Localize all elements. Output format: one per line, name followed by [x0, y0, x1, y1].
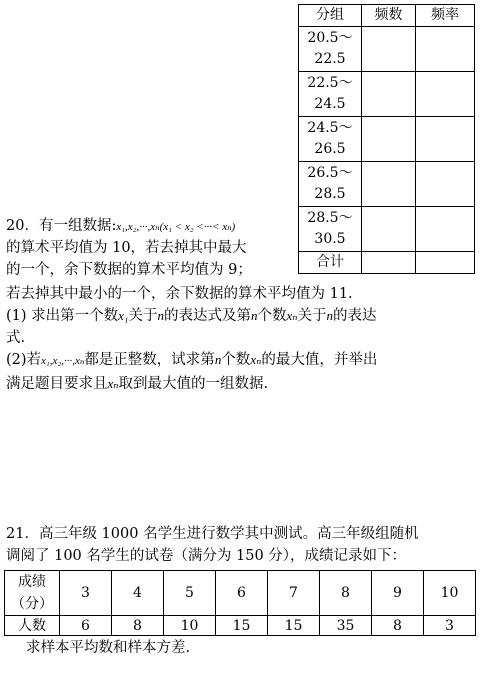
header-frequency-count: 频数: [362, 5, 416, 27]
q20-part-1-text-b: 关于: [128, 308, 158, 324]
count-value: 8: [372, 616, 424, 636]
score-table: [4, 570, 476, 636]
frequency-table: [298, 4, 475, 274]
q20-line-1: [6, 216, 235, 237]
total-label: 合计: [299, 252, 362, 274]
score-value: 9: [372, 571, 424, 616]
group-cell: [299, 162, 362, 207]
group-range-start: 20.5～: [307, 30, 353, 46]
q20-line-8-text-a: 满足题目要求且: [6, 376, 108, 392]
total-rate-cell: [416, 252, 475, 274]
total-count-cell: [362, 252, 416, 274]
q21-question: 求样本平均数和样本方差.: [26, 640, 191, 656]
count-cell: [362, 27, 416, 72]
group-cell: [299, 27, 362, 72]
q20-line-6: 式.: [6, 330, 26, 346]
group-range-start: 26.5～: [307, 165, 353, 181]
table-row: [299, 162, 475, 207]
rate-cell: [416, 27, 475, 72]
score-value: 7: [268, 571, 320, 616]
score-label-bottom: （分）: [11, 596, 53, 612]
q20-line-8: [6, 374, 268, 394]
table-row: [299, 27, 475, 72]
count-cell: [362, 207, 416, 252]
frequency-table-header-row: [299, 5, 475, 27]
rate-cell: [416, 162, 475, 207]
q20-var-n: n: [250, 308, 258, 323]
score-label-top: 成绩: [18, 574, 46, 590]
q21-line-2: 调阅了 100 名学生的试卷（满分为 150 分），成绩记录如下：: [6, 548, 407, 564]
count-cell: [362, 162, 416, 207]
group-cell: [299, 117, 362, 162]
q20-intro: 20．有一组数据:: [6, 218, 117, 234]
score-value: 6: [216, 571, 268, 616]
q20-var-x1: x₁: [118, 308, 129, 323]
q20-data-sequence: x₁,x₂,···,xₙ(x₁ < x₂ <···< xₙ): [116, 221, 236, 233]
q20-part-2-text-d: 的最大值，并举出: [261, 352, 378, 368]
group-range-start: 24.5～: [307, 120, 353, 136]
q21-line-1: 21．高三年级 1000 名学生进行数学其中测试。高三年级组随机: [6, 526, 419, 542]
q20-part-2-text-b: 都是正整数，试求第: [84, 352, 215, 368]
q20-data-sequence-short: x₁,x₂,···,xₙ: [41, 355, 85, 367]
header-group: 分组: [299, 5, 362, 27]
q20-var-xn: xₙ: [107, 376, 119, 391]
q20-part-2: [6, 350, 377, 371]
group-range-end: 22.5: [314, 51, 346, 67]
count-value: 15: [268, 616, 320, 636]
q20-part-2-text-c: 个数: [221, 352, 251, 368]
q20-line-3: 的一个，余下数据的算术平均值为 9；: [6, 262, 252, 278]
count-row: [5, 616, 476, 636]
rate-cell: [416, 207, 475, 252]
q20-part-1-text-f: 的表达: [333, 308, 377, 324]
count-label: 人数: [5, 616, 60, 636]
count-value: 8: [112, 616, 164, 636]
count-cell: [362, 72, 416, 117]
count-value: 10: [164, 616, 216, 636]
count-cell: [362, 117, 416, 162]
count-value: 15: [216, 616, 268, 636]
group-cell: [299, 207, 362, 252]
group-range-start: 22.5～: [307, 75, 353, 91]
score-value: 5: [164, 571, 216, 616]
header-frequency-rate: 频率: [416, 5, 475, 27]
q20-part-1-text-e: 关于: [297, 308, 327, 324]
rate-cell: [416, 117, 475, 162]
table-row: [299, 72, 475, 117]
count-value: 35: [320, 616, 372, 636]
q20-line-8-text-b: 取到最大值的一组数据.: [118, 376, 269, 392]
q20-part-1: [6, 306, 377, 326]
q20-var-xn: xₙ: [250, 352, 262, 367]
q20-part-2-text-a: (2)若: [6, 352, 42, 368]
group-range-end: 26.5: [314, 141, 346, 157]
q20-var-n: n: [214, 352, 222, 367]
score-value: 4: [112, 571, 164, 616]
q20-var-n: n: [157, 308, 164, 323]
score-value: 3: [60, 571, 112, 616]
table-row-total: [299, 252, 475, 274]
q20-line-2: 的算术平均值为 10，若去掉其中最大: [6, 240, 247, 256]
q20-part-1-text-d: 个数: [257, 308, 287, 324]
score-value: 8: [320, 571, 372, 616]
q20-line-4: 若去掉其中最小的一个，余下数据的算术平均值为 11.: [6, 286, 353, 302]
group-range-start: 28.5～: [307, 210, 353, 226]
score-label-cell: [5, 571, 60, 616]
score-value: 10: [424, 571, 476, 616]
count-value: 6: [60, 616, 112, 636]
table-row: [299, 207, 475, 252]
table-row: [299, 117, 475, 162]
q20-var-n: n: [326, 308, 333, 323]
score-row: [5, 571, 476, 616]
group-range-end: 24.5: [314, 96, 346, 112]
q20-var-xn: xₙ: [286, 308, 298, 323]
count-value: 3: [424, 616, 476, 636]
group-range-end: 28.5: [314, 186, 346, 202]
rate-cell: [416, 72, 475, 117]
group-range-end: 30.5: [314, 231, 346, 247]
group-cell: [299, 72, 362, 117]
q20-part-1-text-c: 的表达式及第: [163, 308, 251, 324]
q20-part-1-text-a: (1) 求出第一个数: [6, 308, 119, 324]
